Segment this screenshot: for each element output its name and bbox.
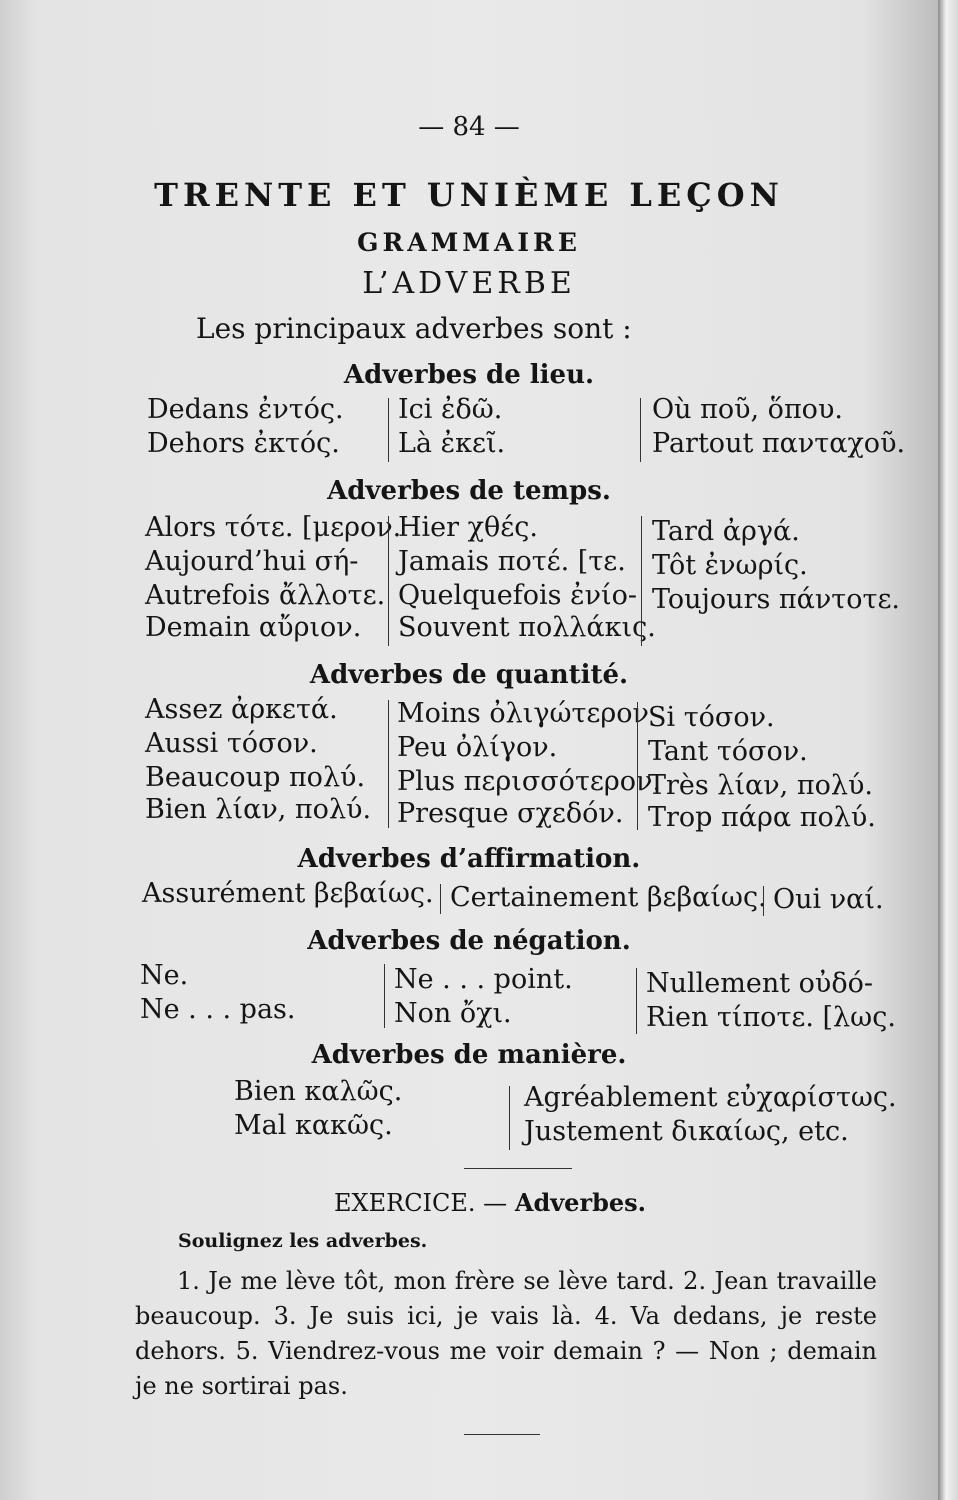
bottom-rule bbox=[464, 1434, 540, 1435]
quantite-col3-row1: Si τόσον. bbox=[648, 702, 775, 733]
temps-col2-row2: Jamais ποτέ. [τε. bbox=[398, 546, 626, 577]
temps-col3-row2: Tôt ἐνωρίς. bbox=[652, 550, 808, 581]
negation-col2-row1: Ne . . . point. bbox=[394, 964, 573, 995]
temps-col2-row1: Hier χθές. bbox=[398, 512, 538, 543]
maniere-col2-row1: Agréablement εὐχαρίστως. bbox=[524, 1082, 897, 1113]
lesson-title: TRENTE ET UNIÈME LEÇON bbox=[154, 176, 784, 214]
column-divider bbox=[636, 968, 637, 1034]
affirmation-item-3: Oui ναί. bbox=[773, 884, 884, 915]
quantite-col1-row1: Assez ἀρκετά. bbox=[145, 694, 338, 725]
grammar-heading: GRAMMAIRE bbox=[357, 228, 581, 257]
page-number: — 84 — bbox=[418, 112, 520, 142]
temps-col1-row4: Demain αὔριον. bbox=[145, 612, 362, 643]
quantite-col1-row3: Beaucoup πολύ. bbox=[145, 762, 366, 793]
column-divider bbox=[641, 516, 642, 646]
section-title-temps: Adverbes de temps. bbox=[327, 476, 611, 506]
negation-col1-row1: Ne. bbox=[140, 960, 189, 991]
column-divider bbox=[384, 964, 385, 1028]
maniere-col1-row1: Bien καλῶς. bbox=[234, 1076, 403, 1107]
topic-heading: L’ADVERBE bbox=[362, 266, 576, 301]
quantite-col2-row4: Presque σχεδόν. bbox=[397, 798, 624, 829]
lieu-col2-row2: Là ἐκεῖ. bbox=[398, 428, 506, 459]
exercise-text: 1. Je me lève tôt, mon frère se lève tard. 2. Jean travaille beaucoup. 3. Je suis ici, je vais là. 4. Va dedans, je reste dehors. 5. Viendrez-vous me voir demain ? — Non ; demain je ne sortirai pas. bbox=[135, 1267, 877, 1400]
quantite-col2-row2: Peu ὀλίγον. bbox=[397, 732, 558, 763]
quantite-col2-row3: Plus περισσότερον. bbox=[397, 766, 661, 797]
section-title-quantite: Adverbes de quantité. bbox=[309, 660, 629, 690]
temps-col1-row1: Alors τότε. [μερον. bbox=[145, 512, 402, 543]
lieu-col3-row2: Partout πανταχοῦ. bbox=[652, 428, 906, 459]
lieu-col1-row1: Dedans ἐντός. bbox=[147, 394, 344, 425]
quantite-col2-row1: Moins ὀλιγώτερον bbox=[397, 698, 649, 729]
quantite-col3-row3: Très λίαν, πολύ. bbox=[648, 770, 873, 801]
column-divider bbox=[388, 516, 389, 646]
lieu-col1-row2: Dehors ἐκτός. bbox=[147, 428, 340, 459]
negation-col1-row2: Ne . . . pas. bbox=[140, 994, 296, 1025]
affirmation-item-2: Certainement βεβαίως. bbox=[450, 882, 767, 913]
negation-col3-row2: Rien τίποτε. [λως. bbox=[646, 1002, 896, 1033]
column-divider bbox=[509, 1086, 510, 1150]
temps-col2-row3: Quelquefois ἐνίο- bbox=[398, 580, 637, 611]
temps-col3-row3: Toujours πάντοτε. bbox=[652, 584, 901, 615]
quantite-col1-row2: Aussi τόσον. bbox=[145, 728, 318, 759]
column-divider bbox=[388, 398, 389, 462]
separator-rule bbox=[464, 1168, 572, 1169]
negation-col2-row2: Non ὄχι. bbox=[394, 998, 512, 1029]
affirmation-item-1: Assurément βεβαίως. bbox=[142, 878, 434, 909]
quantite-col3-row2: Tant τόσον. bbox=[648, 736, 808, 767]
temps-col1-row3: Autrefois ἄλλοτε. bbox=[145, 580, 386, 611]
column-divider bbox=[440, 884, 441, 914]
temps-col2-row4: Souvent πολλάκις. bbox=[398, 612, 656, 643]
column-divider bbox=[637, 702, 638, 830]
section-title-affirmation: Adverbes d’affirmation. bbox=[297, 844, 641, 874]
negation-col3-row1: Nullement οὐδό- bbox=[646, 968, 873, 999]
quantite-col1-row4: Bien λίαν, πολύ. bbox=[145, 794, 372, 825]
lieu-col2-row1: Ici ἐδῶ. bbox=[398, 394, 503, 425]
column-divider bbox=[763, 886, 764, 916]
temps-col1-row2: Aujourd’hui σή- bbox=[145, 546, 359, 577]
maniere-col1-row2: Mal κακῶς. bbox=[234, 1110, 393, 1141]
quantite-col3-row4: Trop πάρα πολύ. bbox=[648, 802, 876, 833]
intro-text: Les principaux adverbes sont : bbox=[196, 312, 632, 345]
lieu-col3-row1: Où ποῦ, ὅπου. bbox=[652, 394, 843, 425]
column-divider bbox=[640, 398, 641, 462]
section-title-negation: Adverbes de négation. bbox=[307, 926, 631, 956]
exercise-heading bbox=[334, 1188, 646, 1217]
exercise-instruction: Soulignez les adverbes. bbox=[178, 1230, 428, 1252]
exercise-title: Adverbes. bbox=[514, 1188, 647, 1217]
temps-col3-row1: Tard ἀργά. bbox=[652, 516, 800, 547]
section-title-maniere: Adverbes de manière. bbox=[311, 1040, 627, 1070]
page-edge bbox=[938, 0, 958, 1500]
maniere-col2-row2: Justement δικαίως, etc. bbox=[524, 1116, 849, 1147]
exercise-label: EXERCICE. — bbox=[334, 1189, 508, 1217]
section-title-lieu: Adverbes de lieu. bbox=[343, 360, 595, 390]
column-divider bbox=[388, 700, 389, 828]
